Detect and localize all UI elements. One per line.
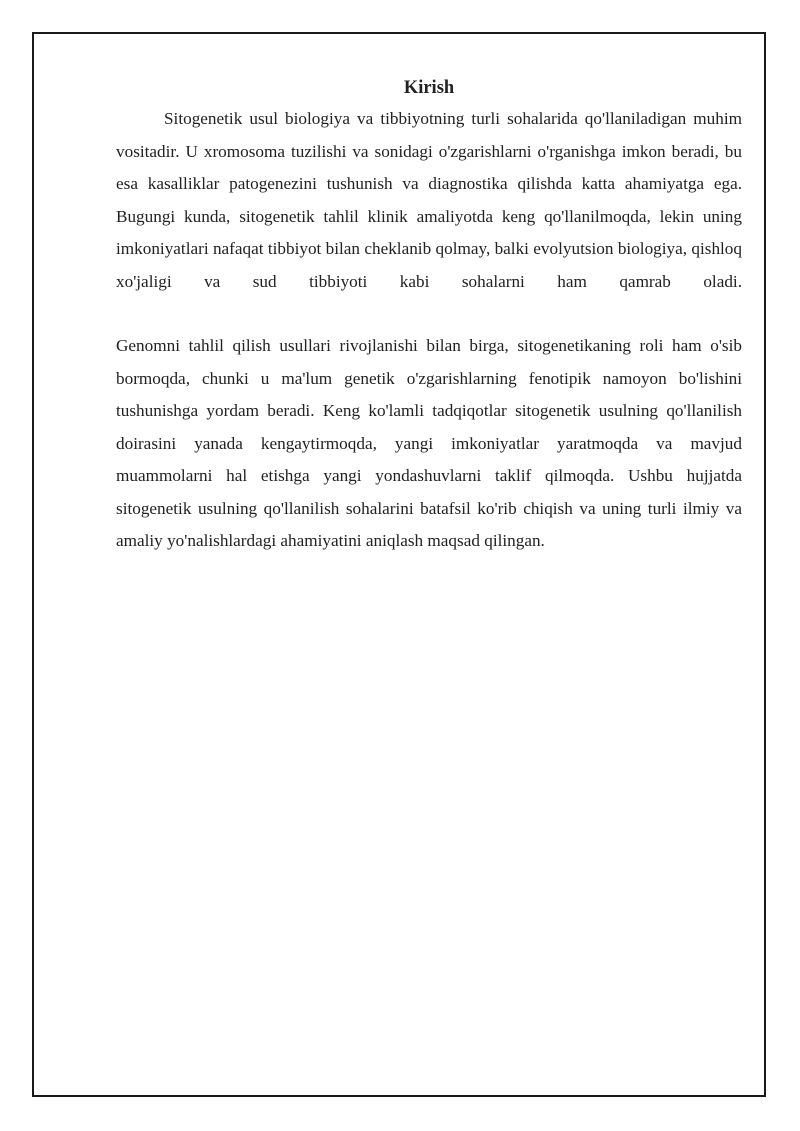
document-body bbox=[116, 73, 742, 558]
paragraph-genome-analysis: Genomni tahlil qilish usullari rivojlanishi bilan birga, sitogenetikaning roli ham o'sib bormoqda, chunki u ma'lum genetik o'zgarishlarning fenotipik namoyon bo'lishini tushunishga yordam beradi. Keng ko'lamli tadqiqotlar sitogenetik usulning qo'llanilish doirasini yanada kengaytirmoqda, yangi imkoniyatlar yaratmoqda va mavjud muammolarni hal etishga yangi yondashuvlarni taklif qilmoqda. Ushbu hujjatda sitogenetik usulning qo'llanilish sohalarini batafsil ko'rib chiqish va uning turli ilmiy va amaliy yo'nalishlardagi ahamiyatini aniqlash maqsad qilingan. bbox=[116, 336, 742, 550]
paragraph-introduction: Sitogenetik usul biologiya va tibbiyotning turli sohalarida qo'llaniladigan muhim vositadir. U xromosoma tuzilishi va sonidagi o'zgarishlarni o'rganishga imkon beradi, bu esa kasalliklar patogenezini tushunish va diagnostika qilishda katta ahamiyatga ega. Bugungi kunda, sitogenetik tahlil klinik amaliyotda keng qo'llanilmoqda, lekin uning imkoniyatlari nafaqat tibbiyot bilan cheklanib qolmay, balki evolyutsion biologiya, qishloq xo'jaligi va sud tibbiyoti kabi sohalarni ham qamrab oladi. bbox=[116, 109, 742, 291]
document-title: Kirish bbox=[403, 78, 455, 98]
